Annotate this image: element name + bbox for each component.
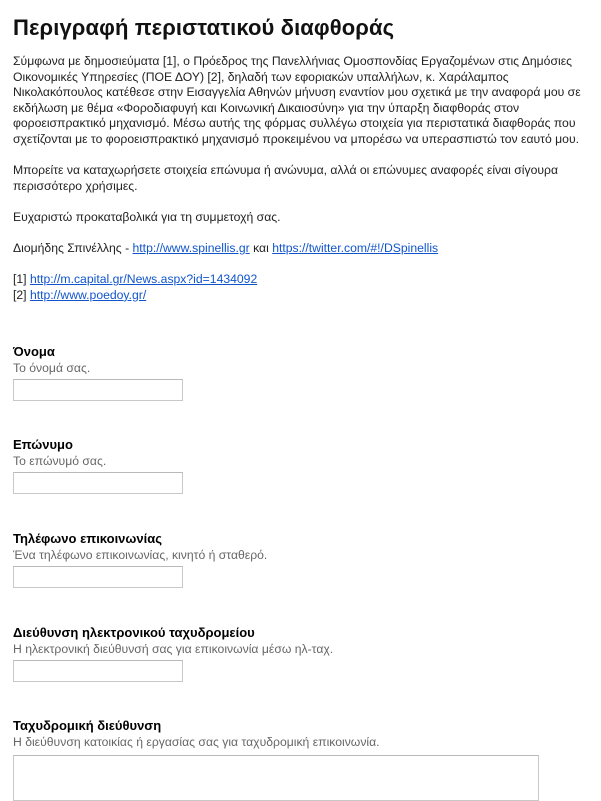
intro-paragraph-1: Σύμφωνα με δημοσιεύματα [1], ο Πρόεδρος της Πανελλήνιας Ομοσπονδίας Εργαζομένων στις Δημόσιες Οικονομικές Υπηρεσίες (ΠΟΕ ΔΟΥ) [2], δηλαδή των εφοριακών υπαλλήλων, κ. Χαράλαμπος Νικολακόπουλος κατέθεσε στην Εισαγγελία Αθηνών μήνυση εναντίον μου σχετικά με την αναφορά μου σε εκδήλωση με θέμα «Φοροδιαφυγή και Κοινωνική Δικαιοσύνη» για την ύπαρξη διαφθοράς στον φοροεισπρακτικό μηχανισμό. Μέσω αυτής της φόρμας συλλέγω στοιχεία για περιστατικά διαφθοράς που σχετίζονται με το φοροεισπρακτικό μηχανισμό προκειμένου να μπορέσω να υπερασπιστώ τον εαυτό μου. [13, 54, 581, 146]
personal-site-link[interactable]: http://www.spinellis.gr [132, 241, 250, 256]
reference-1-link[interactable]: http://m.capital.gr/News.aspx?id=1434092 [29, 272, 258, 287]
phone-input[interactable] [13, 566, 183, 588]
first-name-label: Όνομα [13, 344, 55, 359]
field-last-name [13, 436, 183, 494]
signature-line [13, 241, 593, 257]
postal-address-textarea[interactable] [13, 755, 539, 801]
signature-joiner: και [249, 241, 273, 256]
phone-help: Ένα τηλέφωνο επικοινωνίας, κινητό ή σταθερό. [13, 548, 268, 562]
postal-address-help: Η διεύθυνση κατοικίας ή εργασίας σας για ταχυδρομική επικοινωνία. [13, 735, 380, 749]
postal-address-label: Ταχυδρομική διεύθυνση [13, 718, 162, 733]
phone-label: Τηλέφωνο επικοινωνίας [13, 531, 162, 546]
form-description [13, 54, 593, 304]
first-name-input[interactable] [13, 379, 183, 401]
reference-2-link[interactable]: http://www.poedoy.gr/ [29, 287, 147, 302]
first-name-help: Το όνομά σας. [13, 361, 91, 375]
last-name-input[interactable] [13, 472, 183, 494]
form-page [13, 14, 593, 304]
field-postal-address [13, 717, 539, 801]
email-input[interactable] [13, 660, 183, 682]
field-email [13, 624, 333, 682]
form-title: Περιγραφή περιστατικού διαφθοράς [13, 15, 395, 40]
references [13, 272, 593, 303]
field-phone [13, 530, 267, 588]
email-help: Η ηλεκτρονική διεύθυνσή σας για επικοινωνία μέσω ηλ-ταχ. [13, 642, 334, 656]
twitter-link[interactable]: https://twitter.com/#!/DSpinellis [272, 241, 439, 256]
email-label: Διεύθυνση ηλεκτρονικού ταχυδρομείου [13, 625, 255, 640]
field-first-name [13, 343, 183, 401]
last-name-label: Επώνυμο [13, 437, 73, 452]
reference-1-marker: [1] [13, 272, 30, 287]
last-name-help: Το επώνυμό σας. [13, 454, 107, 468]
intro-paragraph-2: Μπορείτε να καταχωρήσετε στοιχεία επώνυμα ή ανώνυμα, αλλά οι επώνυμες αναφορές είναι σίγουρα περισσότερο χρήσιμες. [13, 163, 559, 193]
reference-2-marker: [2] [13, 287, 30, 302]
intro-paragraph-3: Ευχαριστώ προκαταβολικά για τη συμμετοχή σας. [13, 209, 281, 224]
signature-name: Διομήδης Σπινέλλης - [13, 241, 133, 256]
